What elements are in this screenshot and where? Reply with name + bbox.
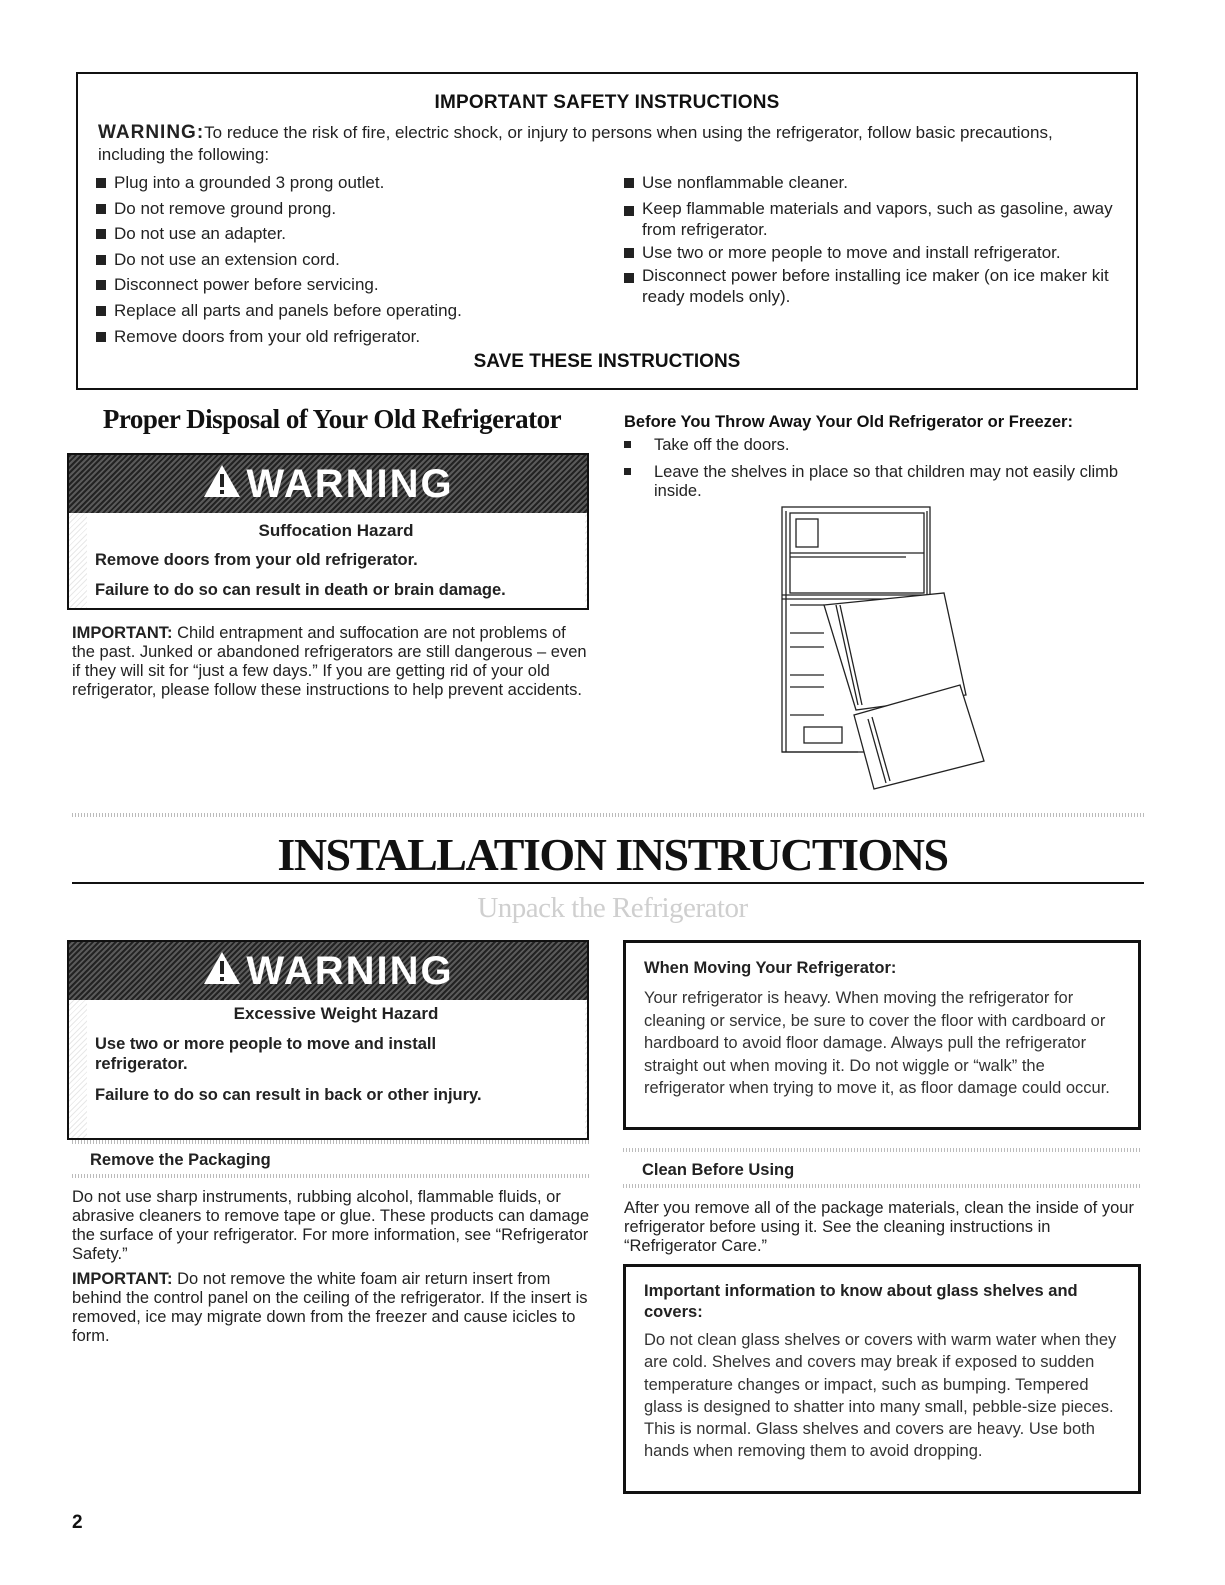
warning-band (69, 942, 587, 1000)
bullet-square-icon (624, 178, 634, 188)
packaging-heading: Remove the Packaging (90, 1151, 271, 1169)
list-item: Disconnect power before installing ice maker (on ice maker kit ready models only). (624, 265, 1114, 307)
moving-text: Your refrigerator is heavy. When moving the refrigerator for cleaning or service, be sure to cover the floor with cardboard or hardboard to avoid floor damage. Always pull the refrigerator straight out when moving it. Do not wiggle or “walk” the refrigerator when trying to move it, as floor damage could occur. (644, 989, 1110, 1097)
warning-title: WARNING (246, 949, 454, 993)
hazard-title: Suffocation Hazard (258, 521, 414, 540)
unpack-subtitle: Unpack the Refrigerator (477, 892, 748, 924)
packaging-important-paragraph (72, 1270, 592, 1346)
warning-line-2: Failure to do so can result in death or brain damage. (95, 581, 506, 599)
warning-text: To reduce the risk of fire, electric shock, or injury to persons when using the refrigerator, follow basic precautions, including the following: (98, 123, 1053, 164)
important-label: IMPORTANT: (72, 1270, 173, 1288)
important-text: Child entrapment and suffocation are not problems of the past. Junked or abandoned refrigerators are still dangerous – even if they will sit for “just a few days.” If you are getting rid of your old refrigerator, please follow these instructions to help prevent accidents. (72, 624, 587, 699)
warning-line-1: Use two or more people to move and install refrigerator. (95, 1035, 437, 1073)
important-text: Do not remove the white foam air return insert from behind the control panel on the ceiling of the refrigerator. If the insert is removed, ice may migrate down from the freezer and cause icicles to form. (72, 1270, 588, 1345)
list-item: Do not use an adapter. (96, 221, 596, 247)
safety-title: IMPORTANT SAFETY INSTRUCTIONS (434, 92, 780, 113)
section-divider (72, 813, 1144, 817)
warning-line-2: Failure to do so can result in back or other injury. (95, 1086, 482, 1104)
list-item: Use two or more people to move and install refrigerator. (624, 240, 1114, 266)
bullet-square-icon (624, 468, 631, 475)
warning-body (87, 513, 585, 608)
packaging-text: Do not use sharp instruments, rubbing alcohol, flammable fluids, or abrasive cleaners to remove tape or glue. These products can damage the surface of your refrigerator. For more information, see “Refrigerator Safety.” (72, 1188, 589, 1263)
bullet-square-icon (96, 280, 106, 290)
warning-line-1: Remove doors from your old refrigerator. (95, 551, 418, 569)
list-item: Take off the doors. (624, 436, 1124, 455)
warning-label: WARNING: (98, 122, 205, 143)
safety-instructions-box (76, 72, 1138, 390)
warning-triangle-icon (202, 457, 242, 515)
list-item: Leave the shelves in place so that children may not easily climb inside. (624, 463, 1124, 501)
refrigerator-doors-removed-illustration (774, 505, 990, 791)
glass-info-box (623, 1264, 1141, 1494)
list-item: Use nonflammable cleaner. (624, 170, 1114, 196)
suffocation-warning-box (67, 453, 589, 610)
section-divider (72, 1174, 589, 1178)
bullet-square-icon (96, 204, 106, 214)
section-divider (623, 1148, 1141, 1152)
glass-heading: Important information to know about glass shelves and covers: (644, 1282, 1078, 1321)
warning-body (87, 1000, 585, 1138)
bullet-square-icon (96, 229, 106, 239)
disposal-heading: Proper Disposal of Your Old Refrigerator (102, 404, 562, 434)
installation-title: INSTALLATION INSTRUCTIONS (277, 829, 948, 880)
important-label: IMPORTANT: (72, 624, 173, 642)
safety-warning (98, 122, 1118, 166)
moving-heading: When Moving Your Refrigerator: (644, 959, 897, 977)
bullet-square-icon (624, 248, 634, 258)
weight-warning-box (67, 940, 589, 1140)
page-number: 2 (72, 1512, 83, 1533)
moving-info-box (623, 940, 1141, 1130)
bullet-square-icon (624, 441, 631, 448)
before-throw-list (624, 436, 1124, 501)
bullet-square-icon (96, 306, 106, 316)
list-item: Plug into a grounded 3 prong outlet. (96, 170, 596, 196)
safety-left-list (96, 170, 596, 349)
safety-right-list (624, 170, 1114, 307)
clean-text: After you remove all of the package materials, clean the inside of your refrigerator before using it. See the cleaning instructions in “Refrigerator Care.” (624, 1199, 1134, 1255)
list-item: Do not remove ground prong. (96, 196, 596, 222)
disposal-important-paragraph (72, 624, 592, 700)
list-item: Do not use an extension cord. (96, 247, 596, 273)
bullet-square-icon (96, 178, 106, 188)
bullet-square-icon (624, 273, 634, 283)
warning-band (69, 455, 587, 513)
save-instructions: SAVE THESE INSTRUCTIONS (473, 351, 741, 372)
before-throw-heading: Before You Throw Away Your Old Refrigerator or Freezer: (624, 413, 1073, 431)
list-item: Disconnect power before servicing. (96, 272, 596, 298)
title-rule (72, 882, 1144, 884)
hazard-title: Excessive Weight Hazard (233, 1004, 439, 1023)
warning-triangle-icon (202, 944, 242, 1002)
warning-title: WARNING (246, 462, 454, 506)
bullet-square-icon (624, 206, 634, 216)
list-item: Keep flammable materials and vapors, such as gasoline, away from refrigerator. (624, 198, 1114, 240)
list-item: Remove doors from your old refrigerator. (96, 324, 596, 350)
bullet-square-icon (96, 332, 106, 342)
bullet-square-icon (96, 255, 106, 265)
section-divider (623, 1184, 1141, 1188)
clean-heading: Clean Before Using (642, 1161, 795, 1179)
list-item: Replace all parts and panels before operating. (96, 298, 596, 324)
glass-text: Do not clean glass shelves or covers with warm water when they are cold. Shelves and covers may break if exposed to sudden temperature changes or impact, such as bumping. Tempered glass is designed to shatter into many small, pebble-size pieces. This is normal. Glass shelves and covers are heavy. Use both hands when removing them to avoid dropping. (644, 1331, 1117, 1461)
section-divider (72, 1140, 589, 1144)
